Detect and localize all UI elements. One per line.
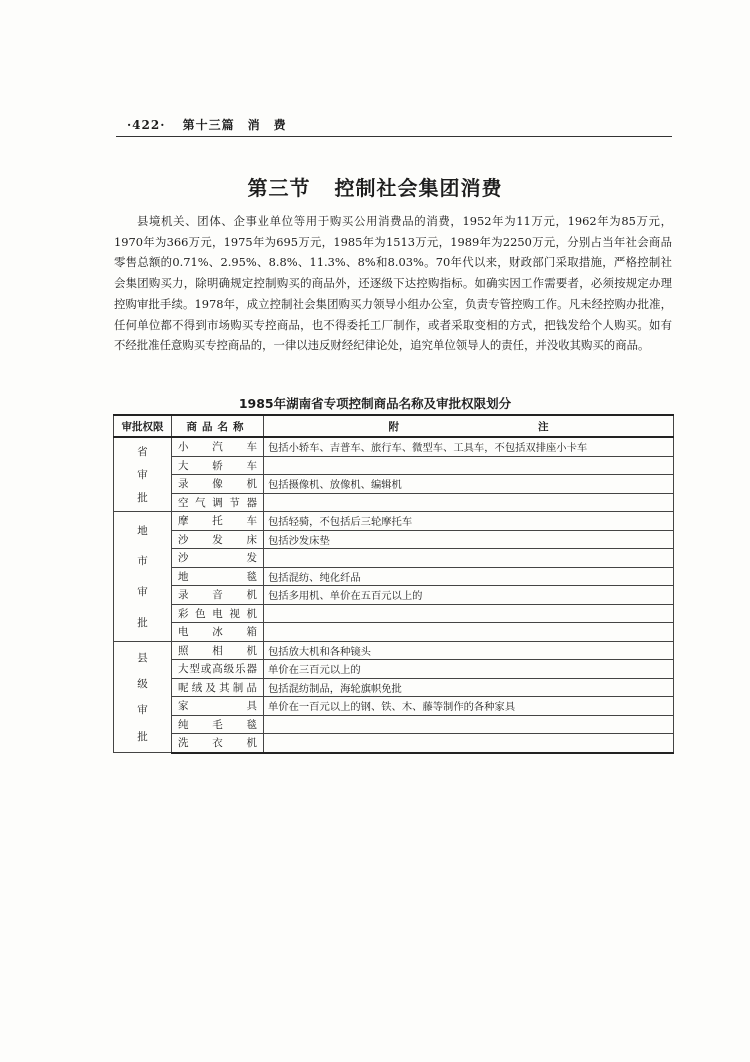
goods-name: 沙发 <box>172 549 264 568</box>
chapter-title: 第十三篇 消 费 <box>182 118 287 132</box>
authority-char: 地 <box>137 524 148 537</box>
table-title: 1985年湖南省专项控制商品名称及审批权限划分 <box>238 396 512 411</box>
goods-name: 空气调节器 <box>172 493 264 512</box>
goods-name: 小汽车 <box>172 437 264 456</box>
table-row <box>114 475 674 494</box>
goods-name: 电冰箱 <box>172 623 264 642</box>
goods-note <box>264 734 674 753</box>
goods-name: 摩托车 <box>172 512 264 531</box>
table-row <box>114 437 674 456</box>
goods-note <box>264 604 674 623</box>
authority-char: 审 <box>137 586 148 599</box>
table-row <box>114 697 674 716</box>
authority-char: 审 <box>137 704 148 717</box>
table-row <box>114 586 674 605</box>
table-body <box>114 437 674 753</box>
table-row <box>114 567 674 586</box>
goods-note: 单价在一百元以上的钢、铁、木、藤等制作的各种家具 <box>264 697 674 716</box>
authority-cell <box>114 512 172 642</box>
section-title <box>0 172 750 201</box>
section-heading: 控制社会集团消费 <box>334 176 503 200</box>
page-header <box>127 116 672 133</box>
goods-name: 录音机 <box>172 586 264 605</box>
control-goods-table <box>113 414 674 754</box>
goods-name: 呢绒及其制品 <box>172 678 264 697</box>
goods-note: 包括沙发床垫 <box>264 530 674 549</box>
table-row <box>114 530 674 549</box>
goods-note: 包括混纺制品，海轮旗帜免批 <box>264 678 674 697</box>
table-row <box>114 493 674 512</box>
goods-note: 包括放大机和各种镜头 <box>264 641 674 660</box>
goods-note <box>264 623 674 642</box>
header-note: 附注 <box>264 415 674 437</box>
goods-note: 包括摄像机、放像机、编辑机 <box>264 475 674 494</box>
section-number: 第三节 <box>247 176 311 200</box>
goods-name: 地毯 <box>172 567 264 586</box>
goods-note <box>264 549 674 568</box>
authority-char: 批 <box>137 616 148 629</box>
authority-char: 省 <box>137 445 148 458</box>
table-row <box>114 456 674 475</box>
authority-char: 市 <box>137 555 148 568</box>
goods-note: 包括混纺、纯化纤品 <box>264 567 674 586</box>
goods-note: 单价在三百元以上的 <box>264 660 674 679</box>
goods-note <box>264 493 674 512</box>
header-authority: 审批权限 <box>114 415 172 437</box>
authority-char: 批 <box>137 492 148 505</box>
table-row <box>114 678 674 697</box>
goods-note: 包括多用机、单价在五百元以上的 <box>264 586 674 605</box>
goods-name: 照相机 <box>172 641 264 660</box>
header-goods-name: 商品名称 <box>172 415 264 437</box>
table-row <box>114 660 674 679</box>
goods-note <box>264 715 674 734</box>
goods-name: 录像机 <box>172 475 264 494</box>
table-row <box>114 715 674 734</box>
authority-char: 审 <box>137 468 148 481</box>
table-row <box>114 549 674 568</box>
table-row <box>114 604 674 623</box>
authority-char: 级 <box>137 678 148 691</box>
table-row <box>114 623 674 642</box>
goods-note <box>264 456 674 475</box>
authority-cell <box>114 437 172 512</box>
authority-cell <box>114 641 172 753</box>
authority-char: 批 <box>137 730 148 743</box>
header-rule <box>116 136 672 137</box>
body-paragraph: 县境机关、团体、企事业单位等用于购买公用消费品的消费，1952年为11万元，1962年为85万元，1970年为366万元，1975年为695万元，1985年为1513万元，1989年为2250万元，分别占当年社会商品零售总额的0.71%、2.95%、8.8%、11.3%、8%和8.03%。70年代以来，财政部门采取措施，严格控制社会集团购买力，除明确规定控制购买的商品外，还逐级下达控购指标。如确实因工作需要者，必须按规定办理控购审批手续。1978年，成立控制社会集团购买力领导小组办公室，负责专管控购工作。凡未经控购办批准，任何单位都不得到市场购买专控商品，也不得委托工厂制作，或者采取变相的方式，把钱发给个人购买。如有不经批准任意购买专控商品的，一律以违反财经纪律论处，追究单位领导人的责任，并没收其购买的商品。 <box>114 214 672 353</box>
goods-name: 大轿车 <box>172 456 264 475</box>
goods-note: 包括轻骑，不包括后三轮摩托车 <box>264 512 674 531</box>
goods-name: 洗衣机 <box>172 734 264 753</box>
authority-char: 县 <box>137 651 148 664</box>
page-number: ·422· <box>127 118 166 132</box>
goods-note: 包括小轿车、吉普车、旅行车、微型车、工具车，不包括双排座小卡车 <box>264 437 674 456</box>
table-row <box>114 734 674 753</box>
table-header-row <box>114 415 674 437</box>
goods-name: 大型或高级乐器 <box>172 660 264 679</box>
goods-name: 沙发床 <box>172 530 264 549</box>
goods-name: 纯毛毯 <box>172 715 264 734</box>
goods-name: 彩色电视机 <box>172 604 264 623</box>
goods-name: 家具 <box>172 697 264 716</box>
table-row <box>114 512 674 531</box>
table-row <box>114 641 674 660</box>
